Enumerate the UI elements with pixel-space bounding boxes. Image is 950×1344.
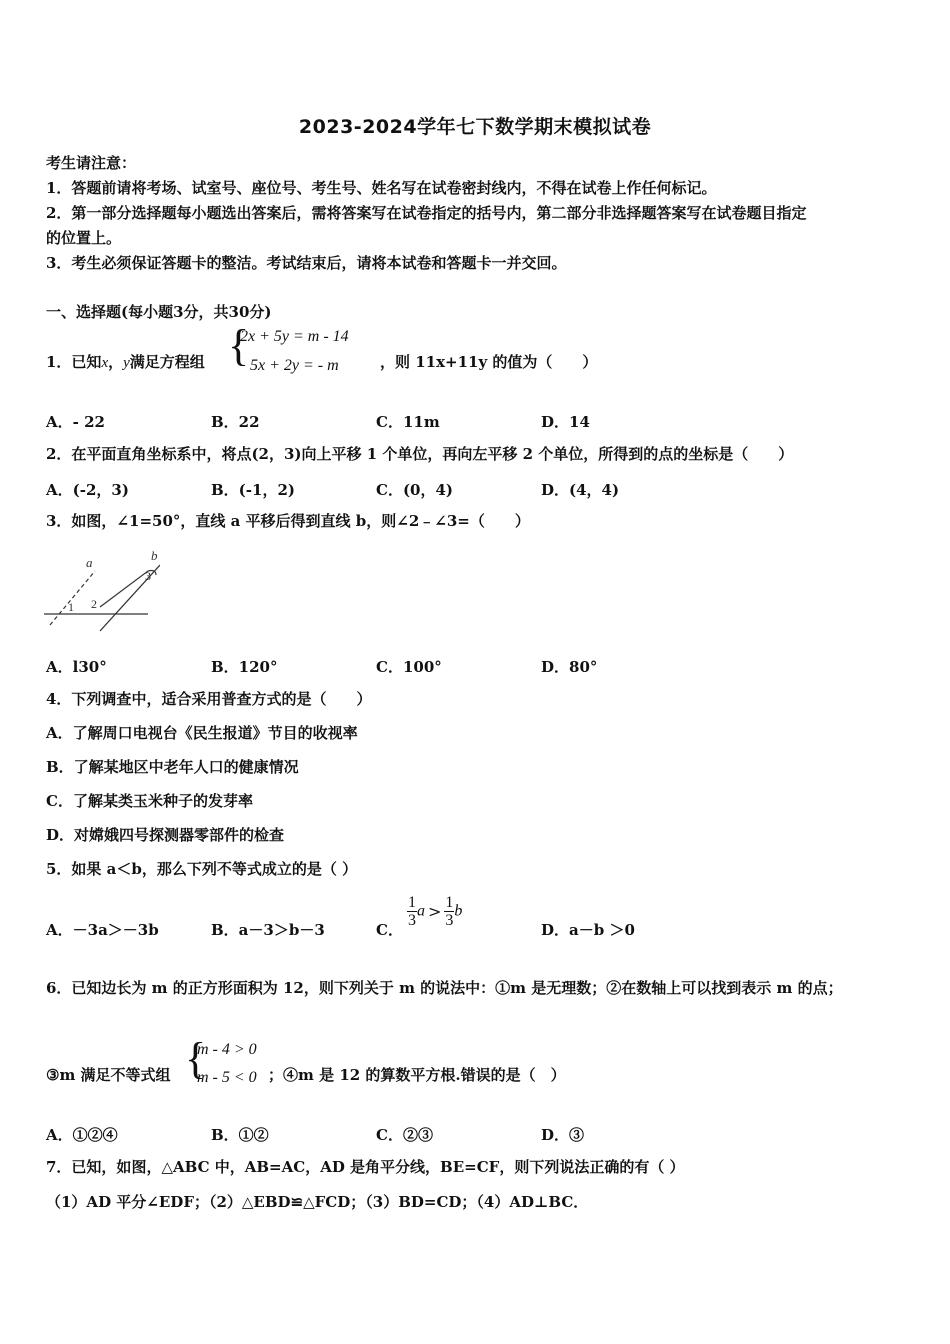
q1-eq1: 2x + 5y = m - 14: [240, 328, 349, 345]
q1-option-b: B．22: [211, 413, 260, 431]
line-b: [100, 565, 160, 631]
q2-option-b: B．(-1，2): [211, 481, 295, 499]
q5-option-c-expr: $\frac{1}{3}$ a > $\frac{1}{3}$ b: [408, 894, 463, 929]
q6-ineq1: m - 4 > 0: [197, 1041, 257, 1058]
notice-item-2: 2．第一部分选择题每小题选出答案后，需将答案写在试卷指定的括号内，第二部分非选择题答案写在试卷题目指定: [46, 204, 807, 222]
q1-suffix: ，则 11x+11y 的值为（ ）: [380, 353, 598, 371]
q4-stem: 4．下列调查中，适合采用普查方式的是（ ）: [46, 690, 372, 708]
line-a: [50, 571, 95, 625]
q5-stem: 5．如果 a＜b，那么下列不等式成立的是（ ）: [46, 860, 358, 878]
notice-heading: 考生请注意：: [46, 154, 137, 172]
q2-option-a: A．(-2，3): [46, 481, 129, 499]
q6-brace: {: [185, 1034, 207, 1083]
fraction-1: $\frac{1}{3}$: [408, 894, 416, 929]
label-2: 2: [91, 597, 97, 611]
q3-option-b: B．120°: [211, 658, 278, 676]
q7-stem: 7．已知，如图，△ABC 中，AB=AC，AD 是角平分线，BE=CF，则下列说法正确的有（ ）: [46, 1158, 685, 1176]
q1-var-y: y: [123, 355, 130, 371]
label-b: b: [151, 548, 158, 563]
q7-statements: （1）AD 平分∠EDF；（2）△EBD≌△FCD；（3）BD=CD；（4）AD⊥BC．: [46, 1193, 589, 1211]
q3-stem: 3．如图，∠1=50°，直线 a 平移后得到直线 b，则∠2﹣∠3=（ ）: [46, 512, 530, 530]
q6-ineq2: m - 5 < 0: [197, 1069, 257, 1086]
q6-option-b: B．①②: [211, 1126, 269, 1144]
q1-brace: {: [228, 321, 250, 370]
q3-option-c: C．100°: [376, 658, 442, 676]
q3-option-d: D．80°: [541, 658, 598, 676]
label-3: 3: [145, 569, 151, 583]
notice-item-2-cont: 的位置上。: [46, 229, 122, 247]
q1-option-c: C．11m: [376, 413, 440, 431]
q6-prefix: ③m 满足不等式组: [46, 1066, 171, 1084]
q3-option-a: A．l30°: [46, 658, 107, 676]
fraction-2: $\frac{1}{3}$: [445, 894, 454, 929]
page-title: 2023-2024学年七下数学期末模拟试卷: [298, 116, 652, 138]
q4-option-c: C．了解某类玉米种子的发芽率: [46, 792, 253, 810]
label-a: a: [86, 555, 93, 570]
q1-var-x: x: [101, 355, 109, 371]
notice-item-1: 1．答题前请将考场、试室号、座位号、考生号、姓名写在试卷密封线内，不得在试卷上作任何标记。: [46, 179, 717, 197]
q5-option-c-label: C．: [376, 921, 403, 939]
label-1: 1: [68, 600, 74, 614]
q4-option-d: D．对嫦娥四号探测器零部件的检查: [46, 826, 285, 844]
q1-stem: [46, 352, 205, 373]
notice-item-3: 3．考生必须保证答题卡的整洁。考试结束后，请将本试卷和答题卡一并交回。: [46, 254, 567, 272]
q5-option-d: D．a－b ＞0: [541, 921, 635, 939]
q6-option-c: C．②③: [376, 1126, 433, 1144]
q1-mid: 满足方程组: [129, 353, 205, 371]
q1-eq2: 5x + 2y = - m: [250, 357, 339, 374]
q1-option-d: D．14: [541, 413, 590, 431]
q1-prefix: 1．已知: [46, 353, 102, 371]
q4-option-b: B．了解某地区中老年人口的健康情况: [46, 758, 299, 776]
q5-option-a: A．－3a＞－3b: [46, 921, 159, 939]
q6-line1: 6．已知边长为 m 的正方形面积为 12，则下列关于 m 的说法中：①m 是无理数；②在数轴上可以找到表示 m 的点；: [46, 979, 843, 997]
q1-sep: ，: [108, 353, 124, 371]
q2-option-c: C．(0，4): [376, 481, 454, 499]
section-heading: 一、选择题(每小题3分，共30分): [46, 303, 272, 321]
q2-option-d: D．(4，4): [541, 481, 620, 499]
q1-option-a: A．- 22: [46, 413, 105, 431]
q2-stem: 2．在平面直角坐标系中，将点(2，3)向上平移 1 个单位，再向左平移 2 个单位，所得到的点的坐标是（ ）: [46, 445, 794, 463]
q6-option-a: A．①②④: [46, 1126, 118, 1144]
q5-option-b: B．a－3＞b－3: [211, 921, 325, 939]
q4-option-a: A．了解周口电视台《民生报道》节目的收视率: [46, 724, 358, 742]
q3-figure: [40, 545, 160, 635]
q6-suffix: ；④m 是 12 的算数平方根.错误的是（ ）: [268, 1066, 566, 1084]
q6-option-d: D．③: [541, 1126, 585, 1144]
